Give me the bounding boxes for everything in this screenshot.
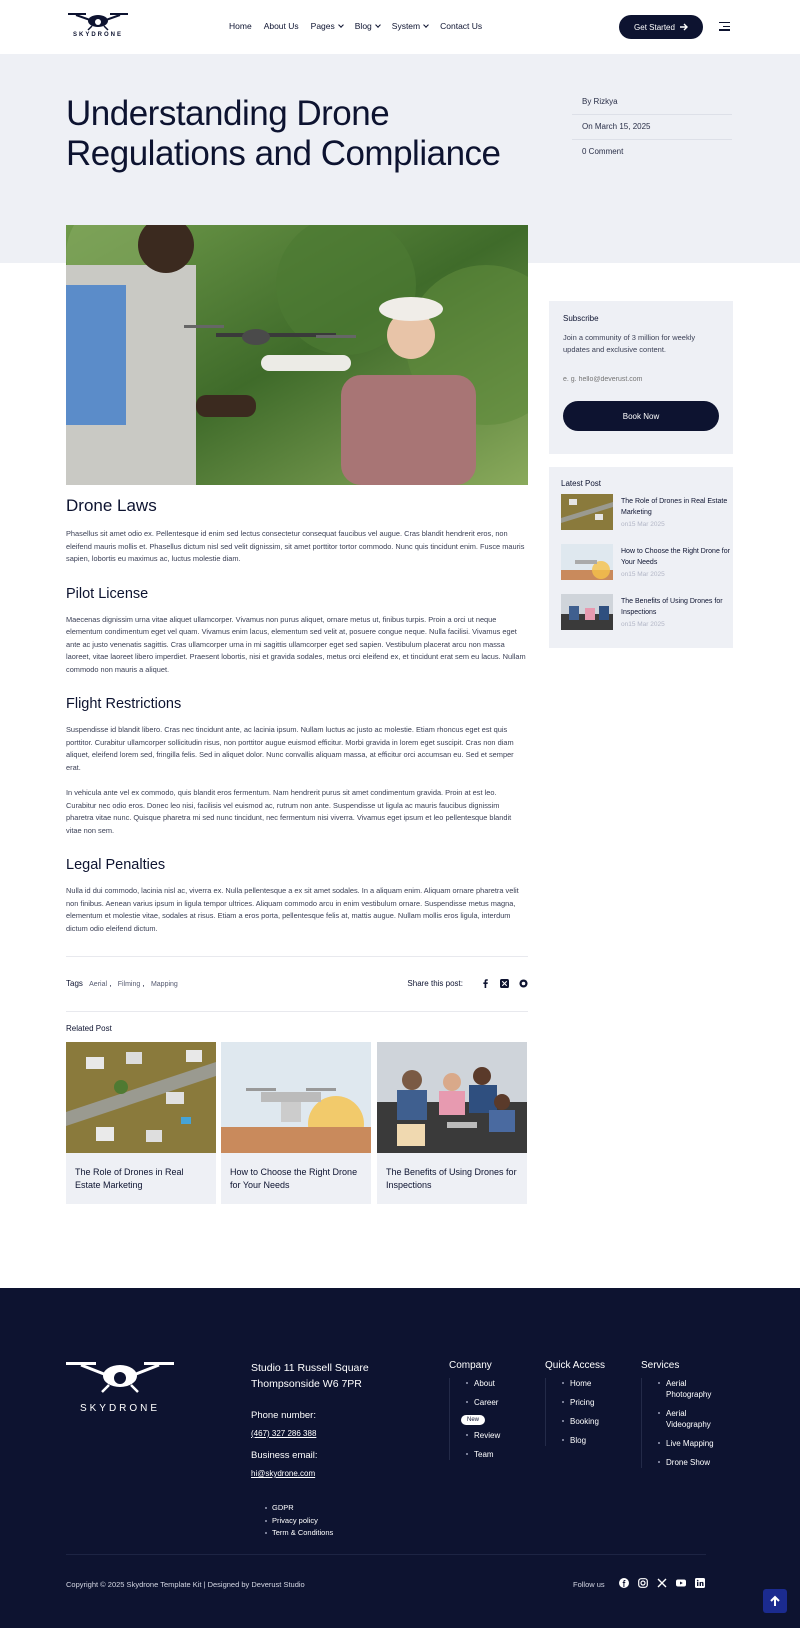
x-icon[interactable] xyxy=(500,979,509,988)
featured-image xyxy=(66,225,528,485)
section-heading: Flight Restrictions xyxy=(66,696,182,712)
section-paragraph: In vehicula ante vel ex commodo, quis blandit eros fermentum. Nam hendrerit purus sit amet condimentum gravida. Proin at est leo. Curabitur nec odio eros. Donec leo nisi, facilisis vel euismod ac, rutrum non ante. Suspendisse ut ligula ac mauris faucibus dignissim pharetra vitae nunc. Quisque pharetra mi sed nunc tincidunt, nec fermentum nisi viverra. Vivamus eget ipsum et leo pellentesque blandit vitae non sem. xyxy=(66,788,512,835)
post-author: By Rizkya xyxy=(572,90,732,115)
footer-col-heading: Quick Access xyxy=(545,1360,606,1371)
whatsapp-icon[interactable] xyxy=(519,979,528,988)
phone-link[interactable]: (467) 327 286 388 xyxy=(251,1429,317,1438)
related-heading: Related Post xyxy=(66,1024,112,1033)
section-paragraph: Suspendisse id blandit libero. Cras nec tincidunt ante, ac lacinia ipsum. Nullam luctus ac justo ac molestie. Etiam rhoncus eget est quis porttitor. Curabitur ullamcorper sollicitudin risus, non porttitor augue euismod efficitur. Morbi gravida in lorem eget suscipit. Cras non diam aliquet, eleifend lorem sed, fringilla felis. Sed in aliquet dolor. Nunc convallis aliquam massa, at efficitur orci accumsan eu. Sed et semper erat. xyxy=(66,725,514,772)
drone-logo-icon xyxy=(66,10,130,32)
footer-address xyxy=(251,1360,369,1392)
email-label: Business email: xyxy=(251,1450,318,1461)
share-links xyxy=(407,979,528,988)
related-card[interactable] xyxy=(221,1042,371,1204)
footer-logo[interactable] xyxy=(66,1358,174,1418)
post-comments[interactable]: 0 Comment xyxy=(582,147,624,156)
get-started-label: Get Started xyxy=(634,22,675,32)
article-body xyxy=(66,496,528,948)
section-paragraph: Maecenas dignissim urna vitae aliquet ullamcorper. Vivamus non purus aliquet, ornare metus ut, finibus turpis. Proin a orci ut neque elementum condimentum eget vel quam. Vivamus enim lacus, elementum sed velit at, posuere congue neque. Nulla facilisi. Vivamus eget ante ac justo venenatis sagittis. Cras ullamcorper urna in mi sagittis ullamcorper eget sed sapien. Vestibulum placerat arcu non massa laoreet, vitae laoreet libero imperdiet. Praesent lobortis, nisi et gravida sodales, metus orci eleifend ex, et tincidunt erat sem eu lacus. Nullam commodo non mauris a aliquet. xyxy=(66,614,526,674)
linkedin-icon[interactable] xyxy=(695,1578,705,1588)
page-title: Understanding Drone Regulations and Compliance xyxy=(66,94,501,173)
main-nav xyxy=(229,21,482,31)
footer-link[interactable]: Pricing xyxy=(562,1397,605,1408)
subscribe-description: Join a community of 3 million for weekly updates and exclusive content. xyxy=(563,333,696,354)
post-date: On March 15, 2025 xyxy=(572,115,732,140)
tag-mapping[interactable]: Mapping xyxy=(150,981,178,988)
footer-col-company xyxy=(449,1360,500,1468)
related-title: The Role of Drones in Real Estate Marketing xyxy=(75,1167,184,1190)
scroll-to-top-button[interactable] xyxy=(763,1589,787,1613)
email-input[interactable] xyxy=(563,376,719,383)
footer-col-heading: Company xyxy=(449,1360,492,1371)
nav-label: System xyxy=(391,21,421,31)
chevron-down-icon xyxy=(423,22,429,28)
facebook-icon[interactable] xyxy=(481,979,490,988)
nav-about-us[interactable] xyxy=(264,21,299,31)
footer-link[interactable]: Aerial Photography xyxy=(658,1378,721,1400)
legal-links xyxy=(265,1502,333,1540)
menu-icon[interactable] xyxy=(719,22,730,31)
post-meta xyxy=(572,90,732,165)
latest-title: The Role of Drones in Real Estate Marketing xyxy=(621,498,728,516)
brand-name: SKYDRONE xyxy=(72,32,123,38)
latest-posts-widget xyxy=(549,467,733,648)
related-thumbnail xyxy=(221,1042,371,1153)
book-now-button[interactable] xyxy=(563,401,719,431)
related-thumbnail xyxy=(66,1042,216,1153)
latest-heading: Latest Post xyxy=(561,479,602,488)
section-heading: Legal Penalties xyxy=(66,857,166,873)
related-title: The Benefits of Using Drones for Inspections xyxy=(386,1167,517,1190)
footer-col-services xyxy=(641,1360,721,1476)
legal-link-gdpr[interactable]: GDPR xyxy=(265,1502,333,1515)
email-link[interactable]: hi@skydrone.com xyxy=(251,1469,316,1478)
nav-blog[interactable] xyxy=(355,21,380,31)
footer-col-quick-access xyxy=(545,1360,605,1454)
footer-link[interactable]: Team xyxy=(466,1449,500,1460)
legal-link-terms[interactable]: Term & Conditions xyxy=(265,1527,333,1540)
footer-link[interactable]: Home xyxy=(562,1378,605,1389)
subscribe-widget xyxy=(549,301,733,454)
follow-label: Follow us xyxy=(573,1580,605,1589)
tag-list: Tags Aerial , Filming , Mapping xyxy=(66,979,178,988)
social-links xyxy=(619,1578,705,1588)
section-paragraph: Nulla id dui commodo, lacinia nisl ac, viverra ex. Nulla pellentesque a ex sit amet sodales. In a aliquam enim. Aliquam ornare pharetra velit non finibus. Aenean varius ipsum in ligula tempor ultrices. Aliquam commodo arcu in enim vestibulum ornare. Suspendisse metus magna, elementum et molestie vitae, sodales at risus. Etiam a eros porta, pellentesque felis at, mattis augue. Nullam mollis eros ligula, interdum dictum odio eleifend dictum. xyxy=(66,886,519,933)
instagram-icon[interactable] xyxy=(638,1578,648,1588)
footer-divider xyxy=(66,1554,706,1555)
footer-link[interactable]: Live Mapping xyxy=(658,1438,721,1449)
share-label: Share this post: xyxy=(407,979,463,988)
book-now-label: Book Now xyxy=(622,411,660,421)
related-card[interactable] xyxy=(377,1042,527,1204)
get-started-button[interactable] xyxy=(619,15,703,39)
tag-aerial[interactable]: Aerial xyxy=(89,981,108,988)
latest-date: on15 Mar 2025 xyxy=(621,571,665,578)
subscribe-heading: Subscribe xyxy=(563,314,599,323)
chevron-down-icon xyxy=(375,22,381,28)
legal-link-privacy[interactable]: Privacy policy xyxy=(265,1515,333,1528)
address-line: Studio 11 Russell Square xyxy=(251,1362,369,1374)
tag-filming[interactable]: Filming xyxy=(117,981,141,988)
related-thumbnail xyxy=(377,1042,527,1153)
brand-logo[interactable] xyxy=(66,10,130,42)
new-badge: New xyxy=(461,1415,485,1425)
address-line: Thompsonside W6 7PR xyxy=(251,1378,362,1390)
nav-label: Contact Us xyxy=(440,21,483,31)
latest-date: on15 Mar 2025 xyxy=(621,621,665,628)
footer-link[interactable]: Blog xyxy=(562,1435,605,1446)
latest-thumbnail xyxy=(561,494,613,530)
latest-title: How to Choose the Right Drone for Your Needs xyxy=(621,548,730,566)
footer-link[interactable]: About xyxy=(466,1378,500,1389)
latest-post-item[interactable] xyxy=(561,544,730,594)
arrow-right-icon xyxy=(680,23,688,31)
latest-post-item[interactable] xyxy=(561,494,728,544)
footer-link[interactable]: Career xyxy=(466,1397,500,1408)
tags-share-bar xyxy=(66,956,528,1012)
nav-contact-us[interactable] xyxy=(440,21,482,31)
section-paragraph: Phasellus sit amet odio ex. Pellentesque id enim sed lectus consectetur consequat faucibus vel augue. Cras blandit hendrerit eros, non eleifend mauris mollis et. Phasellus dictum nisl sed velit dignissim, sit amet porttitor tortor commodo. Nunc quis tincidunt enim. Fusce mauris sapien, lobortis eu maximus ac, luctus molestie diam. xyxy=(66,529,525,563)
footer-link[interactable]: Booking xyxy=(562,1416,605,1427)
footer-link[interactable]: Drone Show xyxy=(658,1457,721,1468)
footer-brand-name: SKYDRONE xyxy=(79,1403,161,1414)
nav-label: Home xyxy=(229,21,252,31)
latest-date: on15 Mar 2025 xyxy=(621,521,665,528)
nav-label: About Us xyxy=(263,21,299,31)
latest-post-item[interactable] xyxy=(561,594,721,644)
nav-pages[interactable] xyxy=(311,21,343,31)
x-icon[interactable] xyxy=(657,1578,667,1588)
footer-link[interactable]: Aerial Videography xyxy=(658,1408,721,1430)
phone-label: Phone number: xyxy=(251,1410,316,1421)
nav-home[interactable] xyxy=(229,21,252,31)
related-card[interactable] xyxy=(66,1042,216,1204)
chevron-down-icon xyxy=(338,22,344,28)
latest-thumbnail xyxy=(561,544,613,580)
copyright: Copyright © 2025 Skydrone Template Kit | Designed by Deverust Studio xyxy=(66,1580,305,1589)
latest-thumbnail xyxy=(561,594,613,630)
section-heading: Drone Laws xyxy=(66,496,157,515)
footer-link[interactable]: Review xyxy=(466,1430,500,1441)
related-title: How to Choose the Right Drone for Your Needs xyxy=(230,1167,358,1190)
nav-label: Pages xyxy=(310,21,335,31)
latest-title: The Benefits of Using Drones for Inspections xyxy=(621,598,723,616)
site-header xyxy=(0,0,800,54)
site-footer xyxy=(0,1288,800,1628)
facebook-icon[interactable] xyxy=(619,1578,629,1588)
footer-col-heading: Services xyxy=(641,1360,680,1371)
arrow-up-icon xyxy=(769,1595,781,1607)
drone-logo-icon xyxy=(66,1358,174,1398)
tags-label: Tags xyxy=(66,979,83,988)
youtube-icon[interactable] xyxy=(676,1578,686,1588)
section-heading: Pilot License xyxy=(66,585,149,602)
nav-system[interactable] xyxy=(392,21,428,31)
nav-label: Blog xyxy=(354,21,372,31)
